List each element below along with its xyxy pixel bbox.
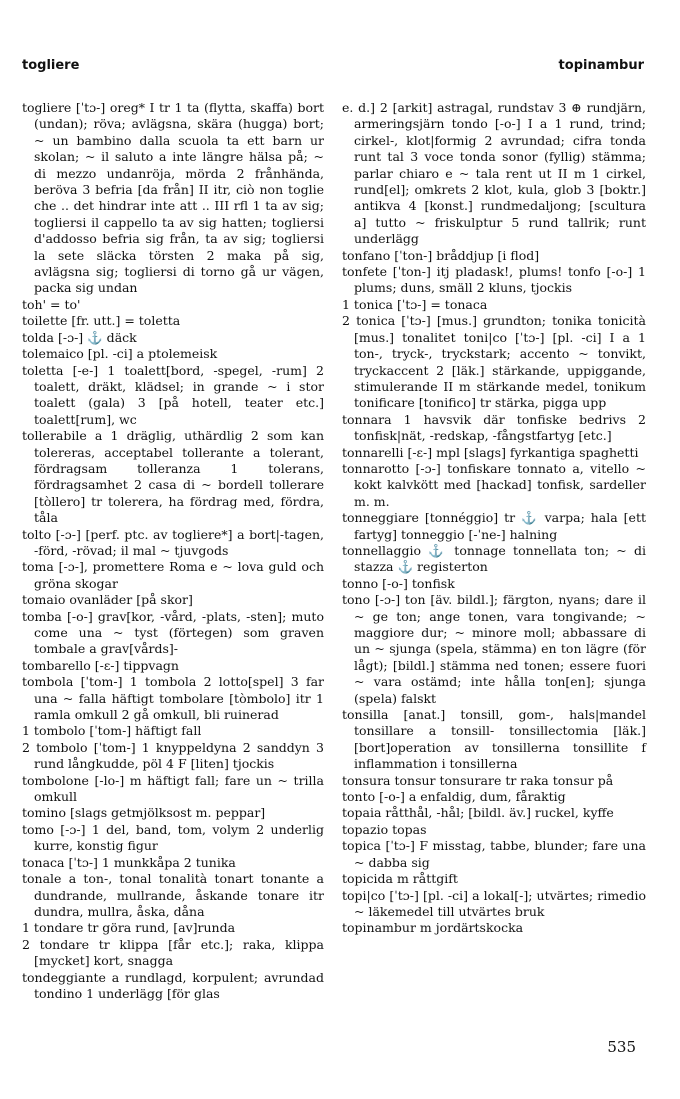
dictionary-entry: tonfete [ˈton-] itj pladask!, plums! tonfo [-o-] 1 plums; duns, smäll 2 kluns, tjockis bbox=[342, 264, 646, 296]
dictionary-entry: tombola [ˈtom-] 1 tombola 2 lotto[spel] 3 far una ~ falla häftigt tombolare [tòmbolo] itr 1 ramla omkull 2 gå omkull, bli ruinerad bbox=[22, 674, 324, 723]
page-number: 535 bbox=[607, 1038, 636, 1056]
right-guide-word: topinambur bbox=[558, 58, 644, 73]
dictionary-entry: tomino [slags getmjölksost m. peppar] bbox=[22, 805, 266, 821]
dictionary-entry: tombolone [-lo-] m häftigt fall; fare un ~ trilla omkull bbox=[22, 772, 324, 805]
dictionary-entry: tonale a ton-, tonal tonalità tonart tonante a dundrande, mullrande, åskande tonare itr dundra, mullra, åska, dåna bbox=[22, 871, 324, 919]
dictionary-entry: tonto [-o-] a enfaldig, dum, fåraktig bbox=[342, 789, 566, 805]
dictionary-entry: topazio topas bbox=[342, 821, 427, 837]
dictionary-entry: tolemaico [pl. -ci] a ptolemeisk bbox=[22, 346, 218, 362]
dictionary-entry: tomaio ovanläder [på skor] bbox=[22, 592, 193, 608]
dictionary-entry: tono [-ɔ-] ton [äv. bildl.]; färgton, nyans; dare il ~ ge ton; ange tonen, vara tongivande; ~ maggiore dur; ~ minore moll; abbassare di un ~ sjunga (spela, stämma) en ton lägre (för lågt); [bildl.] stämma ned tonen; essere fuori ~ vara ostämd; inte hålla ton[en]; sjunga (spela) falskt bbox=[342, 592, 646, 706]
dictionary-entry: toh' = to' bbox=[22, 296, 81, 312]
dictionary-entry: 1 tombolo [ˈtom-] häftigt fall bbox=[22, 723, 202, 739]
dictionary-entry: tomo [-ɔ-] 1 del, band, tom, volym 2 underlig kurre, konstig figur bbox=[22, 821, 324, 854]
dictionary-entry: e. d.] 2 [arkit] astragal, rundstav 3 ⊕ rundjärn, armeringsjärn tondo [-o-] I a 1 rund, trind; cirkel-, klot|formig 2 avrundad; cifra tonda runt tal 3 voce tonda sonor (fyllig) stämma; parlar chiaro e ~ tala rent ut II m 1 cirkel, rund[el]; omkrets 2 klot, kula, glob 3 [boktr.] antikva 4 [konst.] rundmedaljong; [scultura a] tutto ~ friskulptur 5 rund tallrik; runt underlägg bbox=[342, 100, 646, 247]
right-column bbox=[342, 100, 646, 937]
dictionary-entry: tonfano [ˈton-] bråddjup [i flod] bbox=[342, 247, 540, 263]
dictionary-entry: topaia råtthål, -hål; [bildl. äv.] ruckel, kyffe bbox=[342, 805, 614, 821]
dictionary-entry: tondeggiante a rundlagd, korpulent; avrundad tondino 1 underlägg [för glas bbox=[22, 969, 324, 1001]
dictionary-entry: 2 tombolo [ˈtom-] 1 knyppeldyna 2 sanddyn 3 rund långkudde, pöl 4 F [liten] tjockis bbox=[22, 739, 324, 772]
dictionary-entry: 1 tondare tr göra rund, [av]runda bbox=[22, 920, 236, 936]
dictionary-entry: toilette [fr. utt.] = toletta bbox=[22, 313, 181, 329]
dictionary-entry: tonno [-o-] tonfisk bbox=[342, 575, 455, 591]
dictionary-entry: 2 tondare tr klippa [får etc.]; raka, klippa [mycket] kort, snagga bbox=[22, 936, 324, 969]
dictionary-entry: 1 tonica [ˈtɔ-] = tonaca bbox=[342, 296, 488, 312]
dictionary-entry: topicida m råttgift bbox=[342, 871, 458, 887]
dictionary-entry: topinambur m jordärtskocka bbox=[342, 920, 524, 936]
dictionary-entry: tomba [-o-] grav[kor, -vård, -plats, -sten]; muto come una ~ tyst (förtegen) som graven tombale a grav[vårds]- bbox=[22, 608, 324, 657]
dictionary-entry: tollerabile a 1 dräglig, uthärdlig 2 som kan tolereras, acceptabel tollerante a tolerant, fördragsam tolleranza 1 tolerans, fördragsamhet 2 casa di ~ bordell tollerare [tòllero] tr tolerera, ha fördrag med, fördra, tåla bbox=[22, 428, 324, 526]
dictionary-entry: tonnara 1 havsvik där tonfiske bedrivs 2 tonfisk|nät, -redskap, -fångstfartyg [etc.] bbox=[342, 411, 646, 444]
dictionary-entry: tolto [-ɔ-] [perf. ptc. av togliere*] a bort|-tagen, -förd, -rövad; il mal ~ tjuvgods bbox=[22, 526, 324, 558]
dictionary-entry: tonsura tonsur tonsurare tr raka tonsur på bbox=[342, 772, 614, 788]
dictionary-entry: tonnarotto [-ɔ-] tonfiskare tonnato a, vitello ~ kokt kalvkött med [hackad] tonfisk, sardeller m. m. bbox=[342, 460, 646, 509]
dictionary-entry: toletta [-e-] 1 toalett[bord, -spegel, -rum] 2 toalett, dräkt, klädsel; in grande ~ i stor toalett (gala) 3 [på hotell, teater etc.] toalett[rum], wc bbox=[22, 362, 324, 427]
dictionary-entry: tonnarelli [-ɛ-] mpl [slags] fyrkantiga spaghetti bbox=[342, 444, 639, 460]
dictionary-entry: tonneggiare [tonnéggio] tr ⚓ varpa; hala [ett fartyg] tonneggio [-ˈne-] halning bbox=[342, 510, 646, 542]
left-column bbox=[22, 100, 324, 1002]
dictionary-entry: 2 tonica [ˈtɔ-] [mus.] grundton; tonika tonicità [mus.] tonalitet toni|co [ˈtɔ-] [pl. -ci] I a 1 ton-, tryck-, tryckstark; accento ~ tonvikt, tryckaccent 2 [läk.] stärkande, uppiggande, stimulerande II m stärkande medel, tonikum tonificare [tonifico] tr stärka, pigga upp bbox=[342, 313, 646, 411]
dictionary-entry: tombarello [-ɛ-] tippvagn bbox=[22, 657, 179, 673]
dictionary-entry: tolda [-ɔ-] ⚓ däck bbox=[22, 329, 137, 345]
dictionary-entry: tonsilla [anat.] tonsill, gom-, hals|mandel tonsillare a tonsill- tonsillectomia [läk.] [bort]operation av tonsillerna tonsillite f inflammation i tonsillerna bbox=[342, 707, 646, 772]
dictionary-entry: topica [ˈtɔ-] F misstag, tabbe, blunder; fare una ~ dabba sig bbox=[342, 838, 646, 870]
dictionary-entry: togliere [ˈtɔ-] oreg* I tr 1 ta (flytta, skaffa) bort (undan); röva; avlägsna, skära (hugga) bort; ~ un bambino dalla scuola ta ett barn ur skolan; ~ il saluto a inte längre hälsa på; ~ di mezzo undanröja, mörda 2 frånhända, beröva 3 befria [da från] II itr, ciò non toglie che .. det hindrar inte att .. III rfl 1 ta av sig; togliersi il cappello ta av sig hatten; togliersi d'addosso befria sig från, ta av sig; togliersi la sete släcka törsten 2 maka på sig, avlägsna sig; togliersi di torno gå ur vägen, packa sig undan bbox=[22, 100, 324, 296]
left-guide-word: togliere bbox=[22, 58, 80, 73]
dictionary-entry: tonaca [ˈtɔ-] 1 munkkåpa 2 tunika bbox=[22, 854, 236, 870]
dictionary-entry: toma [-ɔ-], promettere Roma e ~ lova guld och gröna skogar bbox=[22, 559, 324, 591]
dictionary-entry: topi|co [ˈtɔ-] [pl. -ci] a lokal[-]; utvärtes; rimedio ~ läkemedel till utvärtes bruk bbox=[342, 887, 646, 919]
dictionary-entry: tonnellaggio ⚓ tonnage tonnellata ton; ~ di stazza ⚓ registerton bbox=[342, 542, 646, 575]
